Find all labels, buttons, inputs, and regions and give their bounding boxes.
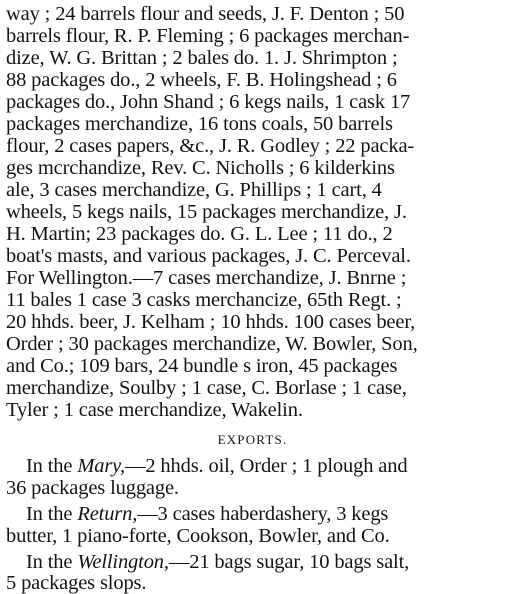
imports-line: way ; 24 barrels flour and seeds, J. F. Denton ; 50	[6, 3, 405, 25]
export-line: 5 packages slops.	[6, 572, 147, 594]
export-cargo: —21 bags sugar, 10 bags salt,	[168, 551, 410, 573]
imports-line: barrels flour, R. P. Fleming ; 6 packages merchan-	[6, 25, 410, 47]
export-line	[26, 551, 409, 573]
export-line	[26, 455, 407, 477]
imports-line: Order ; 30 packages merchandize, W. Bowler, Son,	[6, 333, 418, 355]
imports-line: Tyler ; 1 case merchandize, Wakelin.	[6, 399, 303, 421]
imports-line: packages merchandize, 16 tons coals, 50 barrels	[6, 113, 393, 135]
export-line: butter, 1 piano-forte, Cookson, Bowler, and Co.	[6, 525, 390, 547]
imports-line: merchandize, Soulby ; 1 case, C. Borlase ; 1 case,	[6, 377, 407, 399]
export-line: 36 packages luggage.	[6, 477, 179, 499]
imports-line: 11 bales 1 case 3 casks merchancize, 65th Regt. ;	[6, 289, 402, 311]
export-cargo: —3 cases haberdashery, 3 kegs	[137, 503, 389, 525]
ship-name: Wellington,	[77, 551, 169, 573]
export-prefix: In the	[26, 455, 78, 477]
imports-line: packages do., John Shand ; 6 kegs nails, 1 cask 17	[6, 91, 411, 113]
export-prefix: In the	[26, 551, 78, 573]
imports-line: 88 packages do., 2 wheels, F. B. Holingshead ; 6	[6, 69, 397, 91]
imports-line: wheels, 5 kegs nails, 15 packages merchandize, J.	[6, 201, 407, 223]
export-line	[26, 503, 388, 525]
export-cargo: —2 hhds. oil, Order ; 1 plough and	[124, 455, 408, 477]
imports-line: ges mcrchandize, Rev. C. Nicholls ; 6 kilderkins	[6, 157, 395, 179]
exports-heading: EXPORTS.	[217, 432, 288, 447]
imports-line: dize, W. G. Brittan ; 2 bales do. 1. J. Shrimpton ;	[6, 47, 398, 69]
imports-line: flour, 2 cases papers, &c., J. R. Godley ; 22 packa-	[6, 135, 415, 157]
ship-name: Return,	[77, 503, 138, 525]
imports-line: and Co.; 109 bars, 24 bundle s iron, 45 packages	[6, 355, 398, 377]
export-prefix: In the	[26, 503, 78, 525]
imports-line: 20 hhds. beer, J. Kelham ; 10 hhds. 100 cases beer,	[6, 311, 416, 333]
imports-line: For Wellington.—7 cases merchandize, J. Bnrne ;	[6, 267, 407, 289]
imports-line: ale, 3 cases merchandize, G. Phillips ; 1 cart, 4	[6, 179, 382, 201]
ship-name: Mary,	[77, 455, 125, 477]
imports-line: H. Martin; 23 packages do. G. L. Lee ; 11 do., 2	[6, 223, 393, 245]
imports-line: boat's masts, and various packages, J. C. Perceval.	[6, 245, 411, 267]
